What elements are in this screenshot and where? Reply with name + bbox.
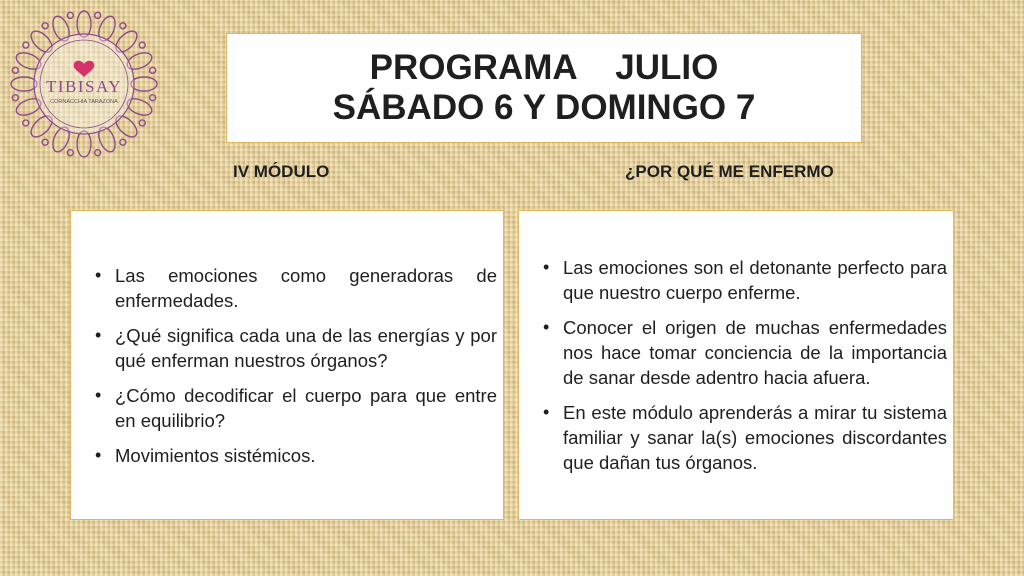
- list-item: • ¿Qué significa cada una de las energías y por qué enferman nuestros órganos?: [93, 323, 497, 373]
- list-item: • Las emociones son el detonante perfecto para que nuestro cuerpo enferme.: [541, 255, 947, 305]
- mandala-logo-graphic: [8, 8, 160, 160]
- list-item: • En este módulo aprenderás a mirar tu sistema familiar y sanar la(s) emociones discordantes que dañan tus órganos.: [541, 400, 947, 475]
- right-content-card: [518, 210, 954, 520]
- logo-name: TIBISAY: [46, 77, 122, 96]
- mandala-dot: [12, 95, 18, 101]
- mandala-dot: [120, 139, 126, 145]
- mandala-petal: [11, 77, 37, 91]
- mandala-petal: [131, 77, 157, 91]
- mandala-dot: [95, 150, 101, 156]
- mandala-dot: [23, 120, 29, 126]
- list-item: • Movimientos sistémicos.: [93, 443, 497, 468]
- mandala-petal: [77, 11, 91, 37]
- logo-subtitle: CORNACCHIA TARAZONA: [50, 99, 118, 105]
- list-item: • Las emociones como generadoras de enfermedades.: [93, 263, 497, 313]
- right-column-heading: ¿POR QUÉ ME ENFERMO: [625, 162, 834, 181]
- mandala-dot: [42, 23, 48, 29]
- title-line-1: PROGRAMA JULIO: [369, 48, 719, 87]
- mandala-petal: [77, 131, 91, 157]
- list-item: • Conocer el origen de muchas enfermedades nos hace tomar conciencia de la importancia de sanar desde adentro hacia afuera.: [541, 315, 947, 390]
- tibisay-logo: [8, 8, 160, 160]
- left-content-card: [70, 210, 504, 520]
- mandala-dot: [12, 67, 18, 73]
- mandala-dot: [23, 42, 29, 48]
- mandala-dot: [67, 150, 73, 156]
- mandala-dot: [139, 42, 145, 48]
- right-bullet-list: [541, 255, 947, 475]
- mandala-dot: [67, 12, 73, 18]
- title-box: [226, 33, 862, 143]
- mandala-dot: [120, 23, 126, 29]
- list-item: • ¿Cómo decodificar el cuerpo para que entre en equilibrio?: [93, 383, 497, 433]
- left-bullet-list: [93, 263, 497, 468]
- mandala-dot: [150, 67, 156, 73]
- mandala-dot: [139, 120, 145, 126]
- mandala-dot: [95, 12, 101, 18]
- title-line-2: SÁBADO 6 Y DOMINGO 7: [332, 88, 756, 127]
- mandala-dot: [42, 139, 48, 145]
- mandala-dot: [150, 95, 156, 101]
- left-column-heading: IV MÓDULO: [233, 162, 330, 181]
